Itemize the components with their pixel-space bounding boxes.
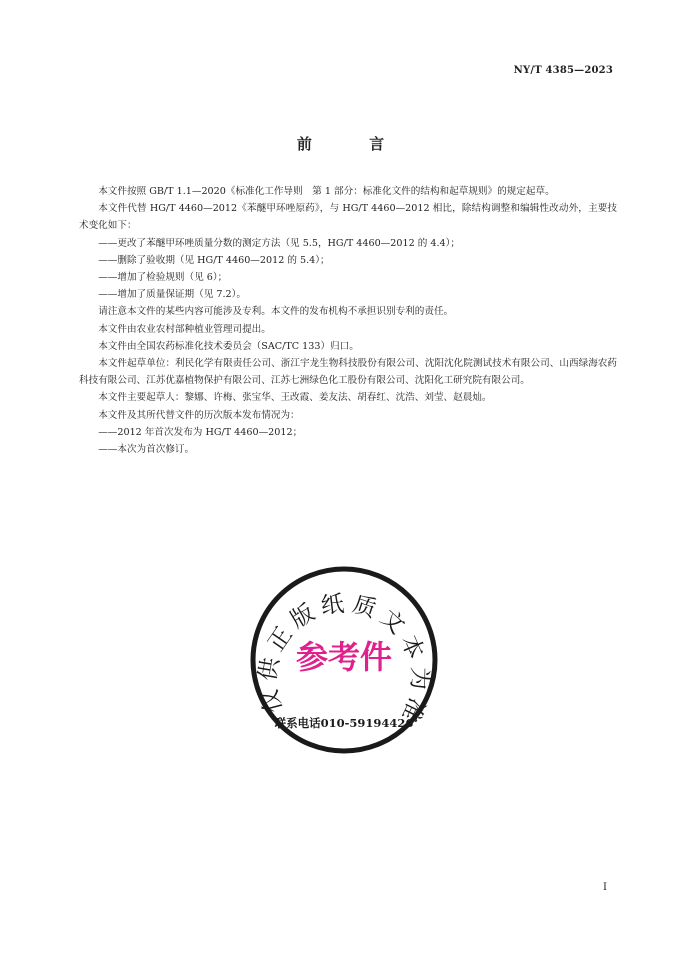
change-item: ——增加了检验规则（见 6）； [98, 272, 228, 284]
change-item: ——删除了验收期（见 HG/T 4460—2012 的 5.4）； [98, 254, 330, 266]
stamp-center-text: 参考件 [295, 638, 393, 676]
paragraph-history-intro: 本文件及其所代替文件的历次版本发布情况为： [98, 409, 300, 421]
page-number: I [603, 882, 607, 893]
change-item: ——更改了苯醚甲环唑质量分数的测定方法（见 5.5，HG/T 4460—2012 的 4.4）； [98, 237, 461, 249]
stamp-ring-text: 仅供正版纸质文本为准 [254, 590, 433, 731]
foreword-body [79, 183, 617, 458]
paragraph-drafting-units: 本文件起草单位：利民化学有限责任公司、浙江宇龙生物科技股份有限公司、沈阳沈化院测试技术有限公司、山西绿海农药科技有限公司、江苏优嘉植物保护有限公司、江苏七洲绿色化工股份有限公司、沈阳化工研究院有限公司。 [79, 358, 617, 387]
page-title: 前 言 [296, 135, 411, 153]
reference-copy-stamp [249, 565, 439, 755]
paragraph-under-jurisdiction: 本文件由全国农药标准化技术委员会（SAC/TC 133）归口。 [98, 340, 359, 352]
change-item: ——增加了质量保证期（见 7.2）。 [98, 289, 247, 301]
history-item: ——本次为首次修订。 [98, 444, 195, 456]
paragraph-drafting-rules: 本文件按照 GB/T 1.1—2020《标准化工作导则 第 1 部分：标准化文件的结构和起草规则》的规定起草。 [98, 186, 555, 197]
stamp-phone-text: 联系电话010-59194426 [274, 716, 414, 730]
history-item: ——2012 年首次发布为 HG/T 4460—2012； [98, 426, 303, 438]
paragraph-patent-notice: 请注意本文件的某些内容可能涉及专利。本文件的发布机构不承担识别专利的责任。 [98, 306, 454, 318]
paragraph-replaces: 本文件代替 HG/T 4460—2012《苯醚甲环唑原药》，与 HG/T 4460—2012 相比，除结构调整和编辑性改动外，主要技术变化如下： [79, 203, 617, 232]
paragraph-drafters: 本文件主要起草人：黎娜、许梅、张宝华、王改霞、姜友法、胡春红、沈浩、刘莹、赵晨灿。 [98, 392, 492, 404]
paragraph-proposed-by: 本文件由农业农村部种植业管理司提出。 [98, 323, 271, 335]
standard-code: NY/T 4385—2023 [513, 65, 613, 76]
